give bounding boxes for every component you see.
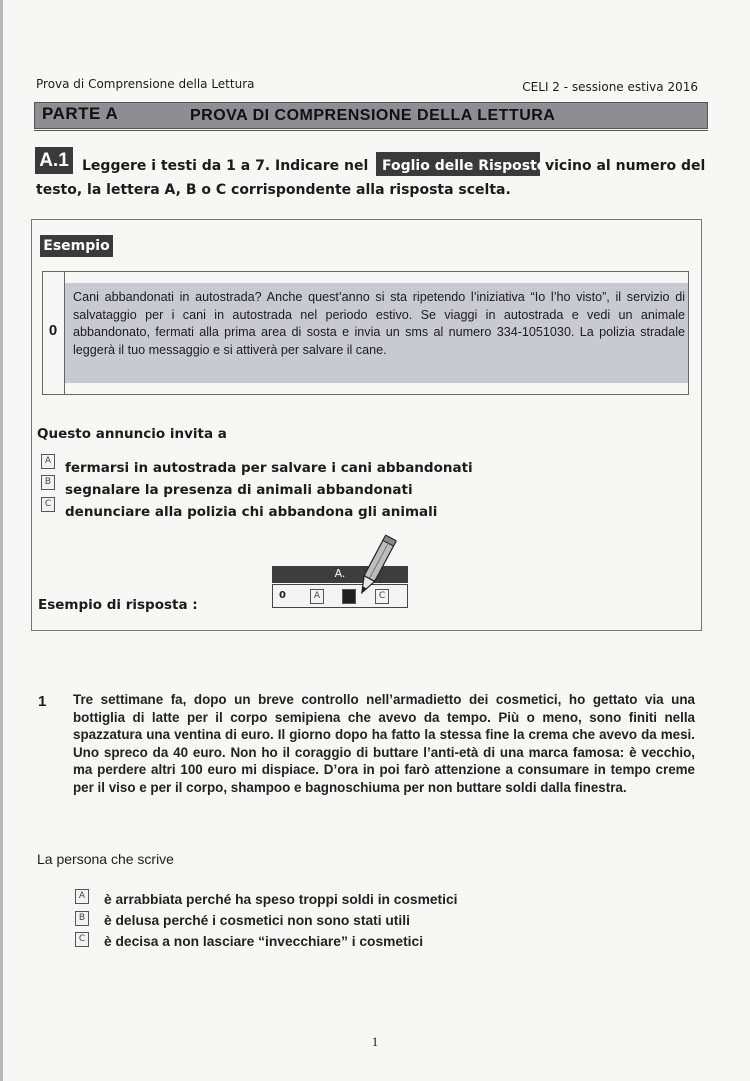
answer-box-a[interactable]: A: [310, 589, 324, 604]
page-number: 1: [371, 1034, 379, 1049]
q1-option-b: è delusa perché i cosmetici non sono stati utili: [104, 913, 410, 928]
page-edge: [0, 0, 3, 1081]
instruction-line1-end: vicino al numero del: [545, 158, 706, 174]
answer-box-b-filled[interactable]: B: [342, 589, 356, 604]
question-number: 1: [38, 693, 47, 710]
example-text: Cani abbandonati in autostrada? Anche quest’anno si sta ripetendo l’iniziativa “Io l’ho visto”, il servizio di salvataggio per i cani in autostrada nel periodo estivo. Se viaggi in autostrada e vedi un animale abbandonato, fermati alla prima area di sosta e invia un sms al numero 334-1051030. La polizia stradale leggerà il tuo messaggio e si attiverà per salvare il cane.: [73, 290, 685, 357]
header-right: CELI 2 - sessione estiva 2016: [522, 80, 698, 94]
question-stem: La persona che scrive: [37, 851, 174, 867]
answer-sheet-header-label: A.: [334, 567, 346, 580]
q1-option-box-b[interactable]: B: [75, 911, 89, 926]
example-number: 0: [48, 322, 58, 339]
option-box-a[interactable]: A: [41, 454, 55, 469]
instruction-line1-start: Leggere i testi da 1 a 7. Indicare nel: [82, 158, 369, 174]
q1-option-a: è arrabbiata perché ha speso troppi soldi in cosmetici: [104, 892, 458, 907]
q1-option-box-a[interactable]: A: [75, 889, 89, 904]
example-answer-label: Esempio di risposta :: [38, 597, 198, 613]
example-option-a: fermarsi in autostrada per salvare i cani abbandonati: [65, 460, 473, 476]
section-label: PARTE A: [42, 104, 119, 123]
instruction-line2: testo, la lettera A, B o C corrispondente alla risposta scelta.: [36, 182, 511, 198]
task-badge: A.1: [35, 147, 73, 174]
example-question: Questo annuncio invita a: [37, 426, 227, 442]
section-rule: [34, 130, 708, 131]
question-text: Tre settimane fa, dopo un breve controllo nell’armadietto dei cosmetici, ho gettato via una bottiglia di latte per il corpo semipiena che avevo da tempo. Più o meno, sono finiti nella spazzatura una ventina di euro. Il giorno dopo ha fatto la stessa fine la crema che avevo da mesi. Uno spreco da 40 euro. Non ho il coraggio di buttare l’anti-età di una marca famosa: è vecchio, ma perdere altri 100 euro mi dispiace. D’ora in poi farò attenzione a consumare in tempo creme per il viso e per il corpo, shampoo e bagnoschiuma per non buttare soldi dalla finestra.: [73, 692, 695, 795]
example-option-c: denunciare alla polizia chi abbandona gli animali: [65, 504, 438, 520]
answer-row-number: 0: [279, 590, 286, 601]
answer-sheet-highlight: Foglio delle Risposte: [382, 158, 547, 174]
q1-option-box-c[interactable]: C: [75, 932, 89, 947]
pencil-icon: [352, 532, 398, 604]
example-badge: Esempio: [40, 235, 113, 257]
example-option-b: segnalare la presenza di animali abbandonati: [65, 482, 413, 498]
option-box-b[interactable]: B: [41, 475, 55, 490]
answer-box-c[interactable]: C: [375, 589, 389, 604]
q1-option-c: è decisa a non lasciare “invecchiare” i cosmetici: [104, 934, 424, 949]
option-box-c[interactable]: C: [41, 497, 55, 512]
section-title: PROVA DI COMPRENSIONE DELLA LETTURA: [190, 107, 556, 124]
header-left: Prova di Comprensione della Lettura: [36, 77, 255, 91]
